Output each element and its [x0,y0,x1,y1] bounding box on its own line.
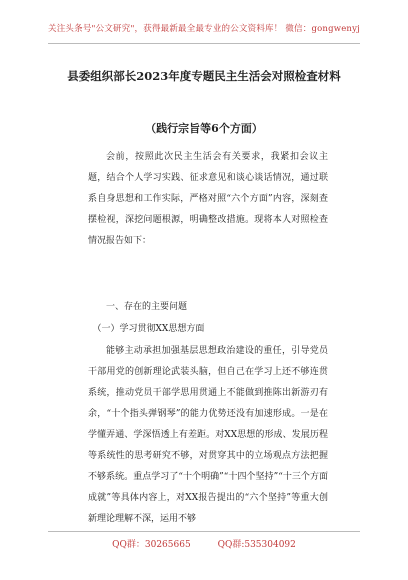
footer-divider [48,531,360,532]
sub-heading: （一）学习贯彻XX思想方面 [92,324,205,334]
header-divider [48,43,360,44]
body-paragraph: 能够主动承担加强基层思想政治建设的重任，引导党员干部用党的创新理论武装头脑，但自己在学习上还不够连贯系统，推动党员干部学思用贯通上不能做到推陈出新游刃有余，“十个指头弹钢琴”的能力优势还没有加速形成。一是在学懂弄通、学深悟透上有差距。对XX思想的形成、发展历程等系统性的思考研究不够，对贯穿其中的立场观点方法把握不够系统。重点学习了“十个明确”“十四个坚持”“十三个方面成就”等具体内容上，对XX报告提出的“六个坚持”等重大创新理论理解不深，运用不够 [88,346,328,524]
document-subtitle: （践行宗旨等6个方面） [145,122,263,135]
intro-paragraph: 会前，按照此次民主生活会有关要求，我紧扣会议主题，结合个人学习实践、征求意见和谈心谈话情况，通过联系自身思想和工作实际，严格对照“六个方面”内容，深刻查摆检视，深挖问题根源，明确整改措施。现将本人对照检查情况报告如下： [88,152,328,246]
header-banner: 关注头条号"公文研究"，获得最新最全最专业的公文资料库！ 微信：gongwenyj [48,24,360,34]
document-title: 县委组织部长2023年度专题民主生活会对照检查材料 [67,69,341,83]
footer-qq-group-1: QQ群：30265665 [112,540,191,550]
footer [0,537,408,550]
footer-qq-group-2: QQ群:535304092 [217,540,296,550]
section-heading: 一、存在的主要问题 [106,302,188,312]
